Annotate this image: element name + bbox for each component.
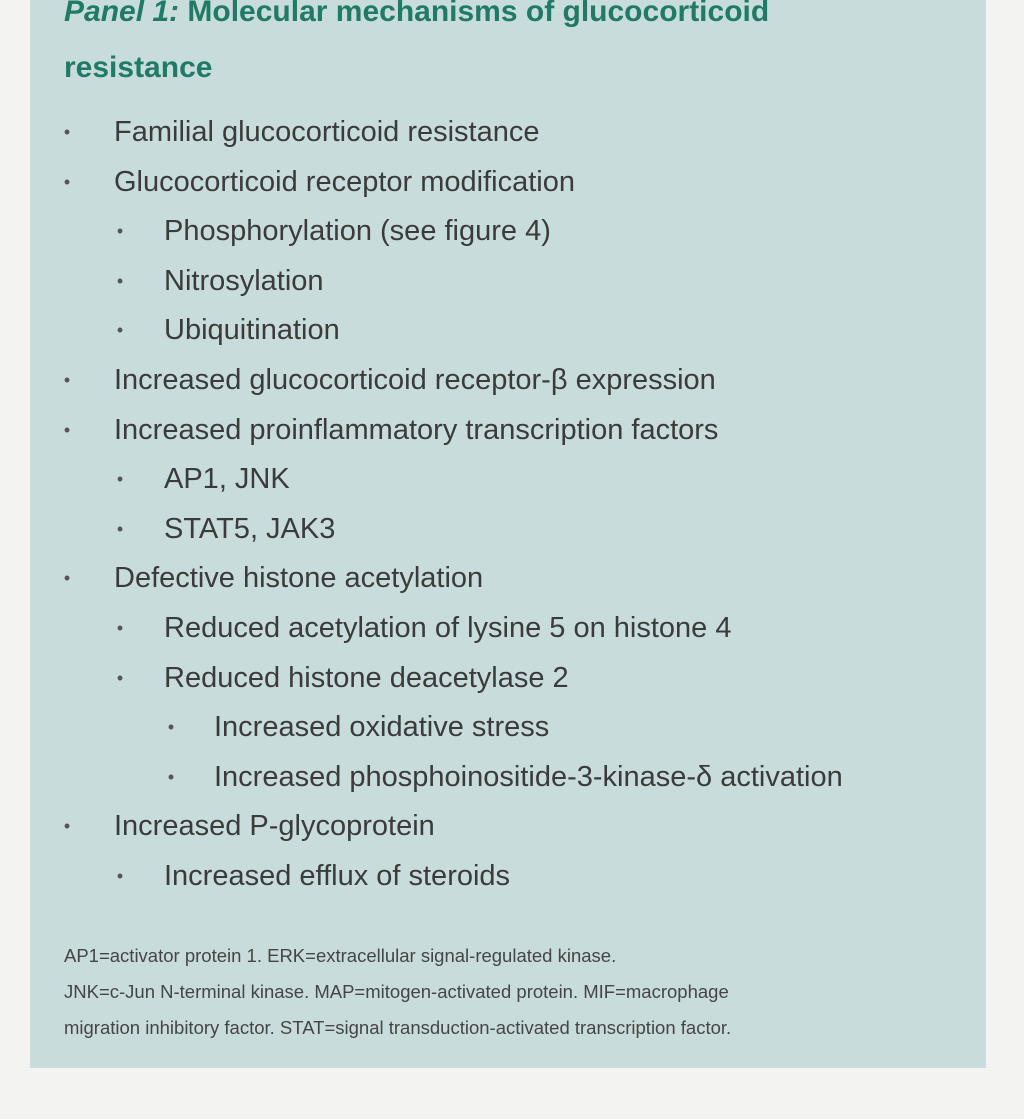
list-item-text: Increased oxidative stress — [214, 711, 550, 744]
list-item — [30, 356, 986, 406]
panel-title-line2: resistance — [64, 51, 213, 84]
list-item-text: Increased P-glycoprotein — [114, 810, 435, 843]
bullet-icon: • — [63, 816, 71, 837]
bullet-icon: • — [116, 320, 124, 341]
footnote-line: JNK=c-Jun N-terminal kinase. MAP=mitogen-activated protein. MIF=macrophage — [64, 981, 729, 1002]
list-item-text: Reduced acetylation of lysine 5 on histone 4 — [164, 611, 732, 644]
bullet-icon: • — [63, 122, 71, 142]
list-item — [30, 703, 986, 753]
list-item-text: Nitrosylation — [164, 264, 324, 297]
bullet-icon: • — [116, 667, 124, 688]
panel-title-text: Molecular mechanisms of glucocorticoid — [179, 0, 770, 28]
list-item-text: Reduced histone deacetylase 2 — [164, 661, 569, 694]
list-item — [30, 406, 986, 456]
list-item — [30, 505, 986, 555]
bullet-icon: • — [116, 469, 124, 490]
bullet-icon: • — [167, 766, 175, 787]
list-item — [30, 158, 986, 208]
list-item-text: Increased proinflammatory transcription factors — [114, 413, 719, 446]
panel-box — [30, 0, 986, 1068]
footnote — [64, 938, 964, 1046]
list-item-text: Defective histone acetylation — [114, 562, 484, 595]
list-item — [30, 306, 986, 356]
bullet-icon: • — [116, 270, 124, 291]
bullet-icon: • — [63, 568, 71, 589]
list-item-text: Increased phosphoinositide-3-kinase-δ activation — [214, 760, 843, 793]
footnote-line: migration inhibitory factor. STAT=signal transduction-activated transcription factor. — [64, 1017, 732, 1038]
bullet-icon: • — [116, 518, 124, 539]
list-item-text: Ubiquitination — [164, 314, 340, 347]
mechanism-list — [30, 108, 986, 902]
list-item-text: AP1, JNK — [164, 463, 290, 496]
list-item — [30, 802, 986, 852]
list-item — [30, 753, 986, 803]
bullet-icon: • — [63, 171, 71, 192]
list-item-text: STAT5, JAK3 — [164, 512, 336, 545]
list-item — [30, 108, 986, 158]
bullet-icon: • — [63, 369, 71, 390]
list-item — [30, 455, 986, 505]
bullet-icon: • — [63, 419, 71, 440]
list-item-text: Increased efflux of steroids — [164, 859, 511, 892]
panel-title — [64, 0, 964, 96]
list-item-text: Increased glucocorticoid receptor-β expression — [114, 363, 716, 396]
list-item — [30, 207, 986, 257]
list-item — [30, 257, 986, 307]
panel-title-label: Panel 1: — [64, 0, 180, 28]
list-item-text: Familial glucocorticoid resistance — [114, 116, 540, 148]
bullet-icon: • — [116, 865, 124, 886]
bullet-icon: • — [167, 717, 175, 738]
list-item-text: Phosphorylation (see figure 4) — [164, 215, 551, 248]
list-item — [30, 852, 986, 902]
footnote-line: AP1=activator protein 1. ERK=extracellular signal-regulated kinase. — [64, 945, 617, 966]
list-item — [30, 604, 986, 654]
bullet-icon: • — [116, 221, 124, 242]
list-item-text: Glucocorticoid receptor modification — [114, 165, 575, 198]
list-item — [30, 554, 986, 604]
bullet-icon: • — [116, 617, 124, 638]
list-item — [30, 654, 986, 704]
